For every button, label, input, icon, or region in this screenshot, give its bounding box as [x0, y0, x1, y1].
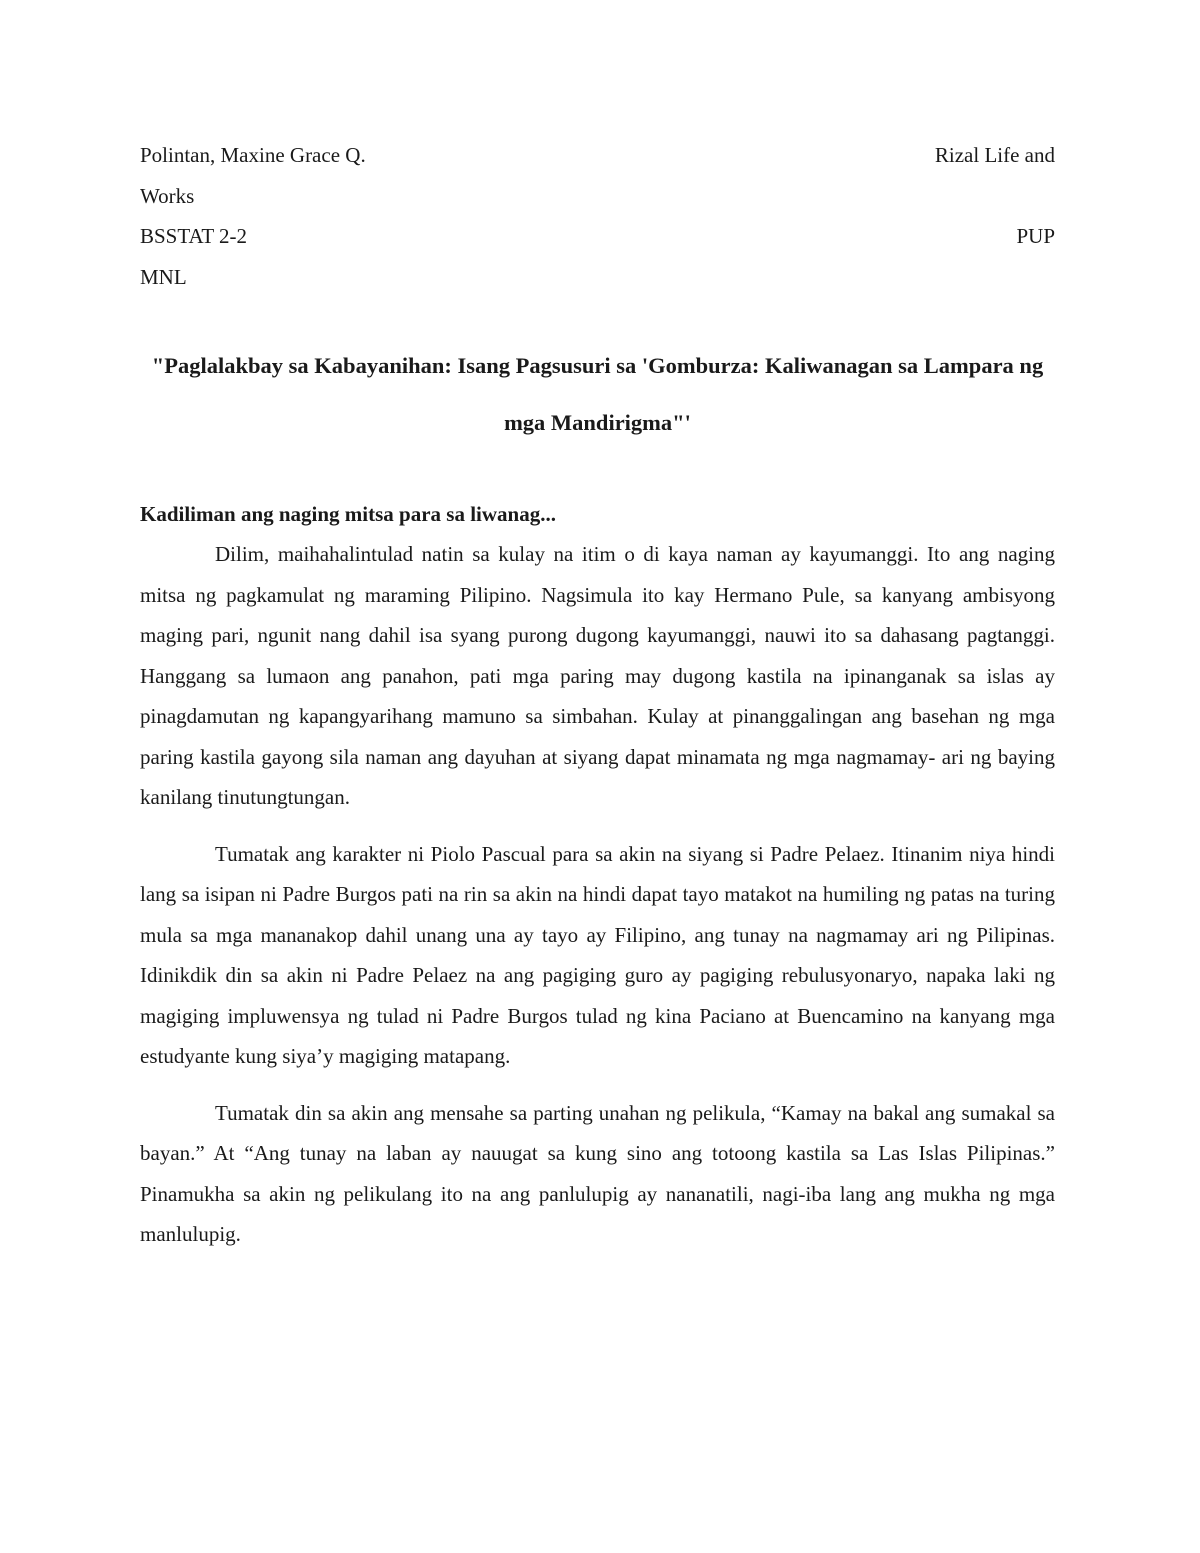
school-name: PUP	[1016, 224, 1055, 248]
author-name: Polintan, Maxine Grace Q.	[140, 143, 366, 167]
paragraph-3: Tumatak din sa akin ang mensahe sa parting unahan ng pelikula, “Kamay na bakal ang sumakal sa bayan.” At “Ang tunay na laban ay nauugat sa kung sino ang totoong kastila sa Las Islas Pilipinas.” Pinamukha sa akin ng pelikulang ito na ang panlulupig ay nananatili, nagi-iba lang ang mukha ng mga manlulupig.	[140, 1100, 1055, 1246]
section-name: BSSTAT 2-2	[140, 224, 248, 248]
course-name-continued: Works	[140, 183, 195, 208]
section-heading: Kadiliman ang naging mitsa para sa liwanag...	[140, 502, 556, 526]
paragraph-2: Tumatak ang karakter ni Piolo Pascual para sa akin na siyang si Padre Pelaez. Itinanim niya hindi lang sa isipan ni Padre Burgos pati na rin sa akin na hindi dapat tayo matakot na humiling ng patas na turing mula sa mga mananakop dahil unang una ay tayo ay Filipino, ang tunay na nagmamay ari ng Pilipinas. Idinikdik din sa akin ni Padre Pelaez na ang pagiging guro ay pagiging rebulusyonaryo, napaka laki ng magiging impluwensya ng tulad ni Padre Burgos tulad ng kina Paciano at Buencamino na kanyang mga estudyante kung siya’y magiging matapang.	[140, 841, 1055, 1068]
document-title: "Paglalakbay sa Kabayanihan: Isang Pagsusuri sa 'Gomburza: Kaliwanagan sa Lampara ng mga Mandirigma"'	[151, 353, 1044, 435]
header-line-2	[140, 216, 1055, 257]
document-body	[140, 135, 1055, 1255]
header-line-1	[140, 135, 1055, 176]
paragraph-1: Dilim, maihahalintulad natin sa kulay na itim o di kaya naman ay kayumanggi. Ito ang naging mitsa ng pagkamulat ng maraming Pilipino. Nagsimula ito kay Hermano Pule, sa kanyang ambisyong maging pari, ngunit nang dahil isa syang purong dugong kayumanggi, nauwi ito sa dahasang pagtanggi. Hanggang sa lumaon ang panahon, pati mga paring may dugong kastila na ipinanganak sa islas ay pinagdamutan ng kapangyarihang mamuno sa simbahan. Kulay at pinanggalingan ang basehan ng mga paring kastila gayong sila naman ang dayuhan at siyang dapat minamata ng mga nagmamay- ari ng baying kanilang tinutungtungan.	[140, 542, 1055, 809]
school-name-continued: MNL	[140, 264, 187, 289]
course-name: Rizal Life and	[934, 143, 1055, 167]
